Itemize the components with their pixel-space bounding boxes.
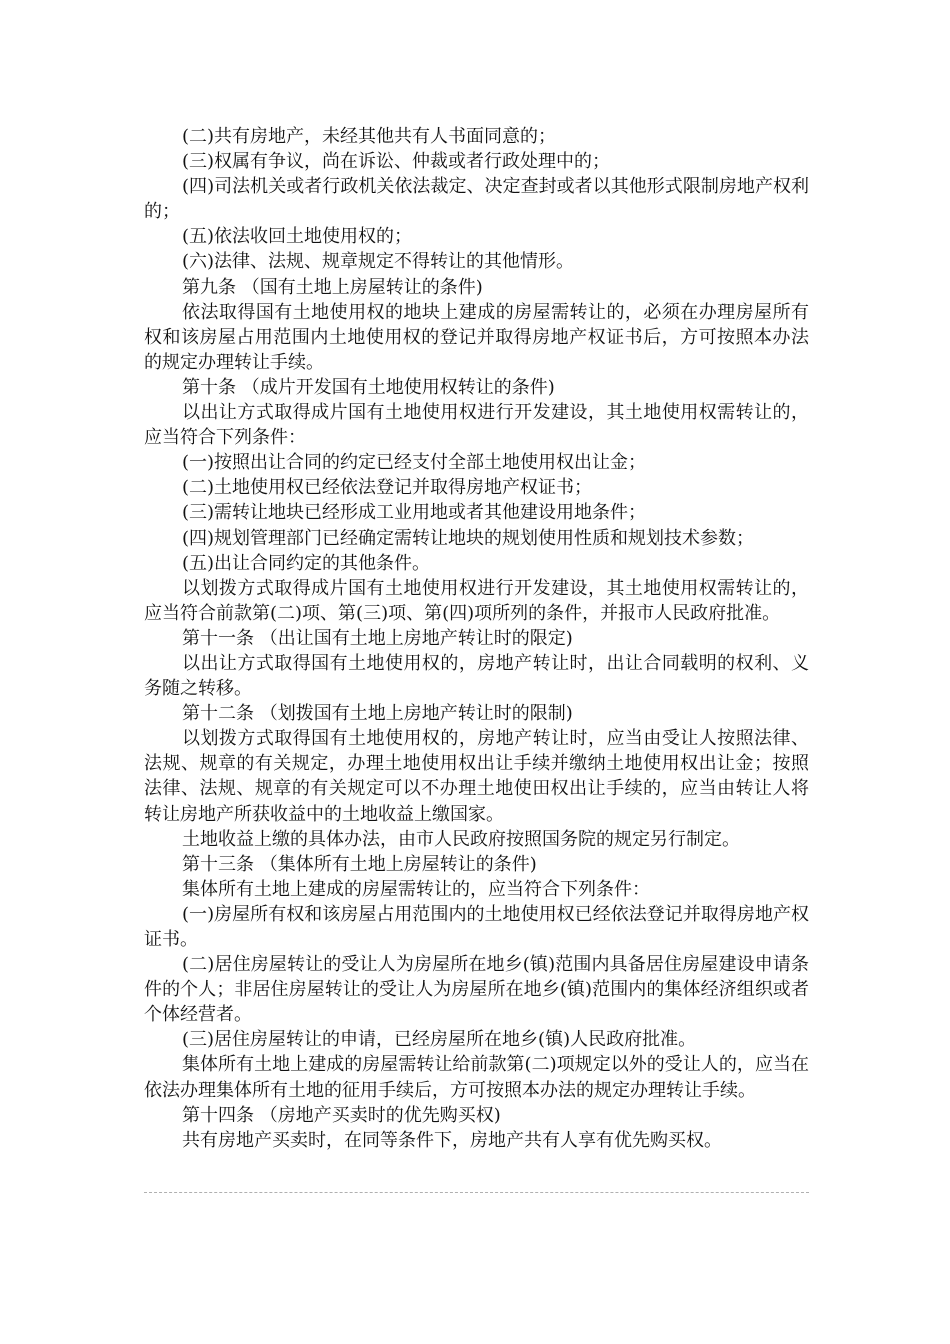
- article-heading: 第九条 （国有土地上房屋转让的条件): [182, 276, 483, 298]
- paragraph: (三)居住房屋转让的申请，已经房屋所在地乡(镇)人民政府批准。: [182, 1029, 697, 1051]
- paragraph: (一)房屋所有权和该房屋占用范围内的土地使用权已经依法登记并取得房地产权证书。: [144, 903, 809, 950]
- paragraph: 集体所有土地上建成的房屋需转让的，应当符合下列条件：: [182, 878, 650, 900]
- paragraph: (二)共有房地产，未经其他共有人书面同意的；: [182, 126, 557, 147]
- paragraph: 共有房地产买卖时，在同等条件下，房地产共有人享有优先购买权。: [182, 1129, 722, 1151]
- paragraph: 集体所有土地上建成的房屋需转让给前款第(二)项规定以外的受让人的，应当在依法办理集体所有土地的征用手续后，方可按照本办法的规定办理转让手续。: [144, 1054, 809, 1101]
- paragraph: 土地收益上缴的具体办法，由市人民政府按照国务院的规定另行制定。: [182, 828, 740, 850]
- article-heading: 第十二条 （划拨国有土地上房地产转让时的限制): [182, 703, 573, 725]
- paragraph: (三)需转让地块已经形成工业用地或者其他建设用地条件；: [182, 502, 647, 524]
- paragraph: (五)出让合同约定的其他条件。: [182, 552, 431, 574]
- paragraph: (四)规划管理部门已经确定需转让地块的规划使用性质和规划技术参数；: [182, 527, 755, 549]
- paragraph: (四)司法机关或者行政机关依法裁定、决定查封或者以其他形式限制房地产权利的；: [144, 176, 809, 223]
- article-heading: 第十条 （成片开发国有土地使用权转让的条件): [182, 376, 555, 398]
- paragraph: (二)土地使用权已经依法登记并取得房地产权证书；: [182, 477, 593, 499]
- article-heading: 第十四条 （房地产买卖时的优先购买权): [182, 1104, 501, 1126]
- paragraph: (一)按照出让合同的约定已经支付全部土地使用权出让金；: [182, 452, 647, 474]
- paragraph: (三)权属有争议，尚在诉讼、仲裁或者行政处理中的；: [182, 151, 611, 173]
- paragraph: (二)居住房屋转让的受让人为房屋所在地乡(镇)范围内具备居住房屋建设申请条件的个人；非居住房屋转让的受让人为房屋所在地乡(镇)范围内的集体经济组织或者个体经营者。: [144, 954, 809, 1026]
- article-heading: 第十三条 （集体所有土地上房屋转让的条件): [182, 853, 537, 875]
- paragraph: (五)依法收回土地使用权的；: [182, 226, 413, 248]
- article-heading: 第十一条 （出让国有土地上房地产转让时的限定): [182, 627, 573, 649]
- document-body: [144, 124, 809, 1153]
- paragraph: 以出让方式取得成片国有土地使用权进行开发建设，其土地使用权需转让的，应当符合下列条件：: [144, 402, 809, 449]
- paragraph: 以出让方式取得国有土地使用权的，房地产转让时，出让合同载明的权利、义务随之转移。: [144, 652, 809, 700]
- paragraph: (六)法律、法规、规章规定不得转让的其他情形。: [182, 251, 575, 273]
- page-break-divider: [144, 1192, 809, 1193]
- paragraph: 以划拨方式取得成片国有土地使用权进行开发建设，其土地使用权需转让的，应当符合前款第(二)项、第(三)项、第(四)项所列的条件，并报市人民政府批准。: [144, 577, 809, 624]
- paragraph: 依法取得国有土地使用权的地块上建成的房屋需转让的，必须在办理房屋所有权和该房屋占用范围内土地使用权的登记并取得房地产权证书后，方可按照本办法的规定办理转让手续。: [144, 301, 809, 373]
- paragraph: 以划拨方式取得国有土地使用权的，房地产转让时，应当由受让人按照法律、法规、规章的有关规定，办理土地使用权出让手续并缴纳土地使用权出让金；按照法律、法规、规章的有关规定可以不办理土地使田权出让手续的，应当由转让人将转让房地产所获收益中的土地收益上缴国家。: [144, 728, 809, 825]
